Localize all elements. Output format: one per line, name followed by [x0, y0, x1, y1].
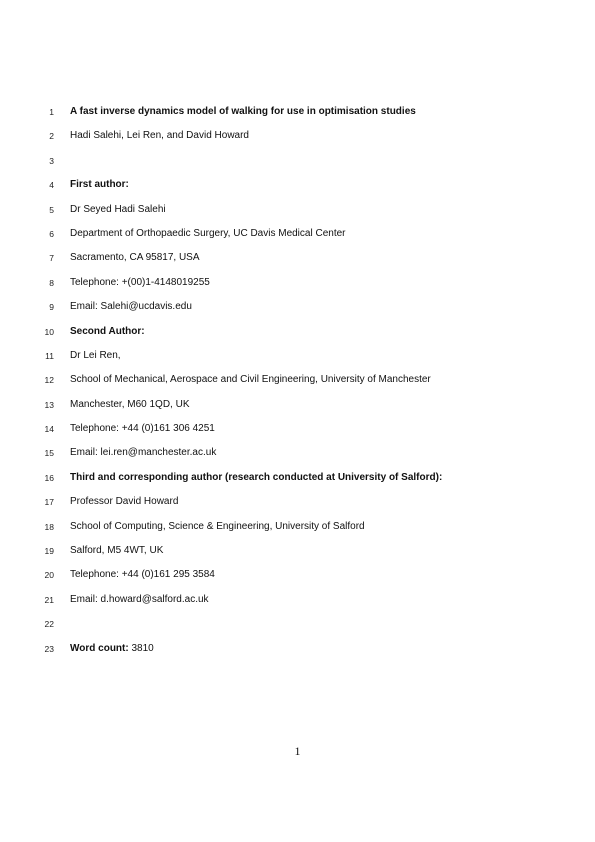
line-body: Telephone: +44 (0)161 306 4251: [70, 423, 215, 435]
manuscript-line: [0, 128, 595, 152]
line-number: 12: [44, 375, 54, 386]
line-number: 5: [49, 204, 54, 215]
line-number: 17: [44, 497, 54, 508]
manuscript-line: [0, 592, 595, 616]
line-number: 19: [44, 546, 54, 557]
line-body: Manchester, M60 1QD, UK: [70, 398, 190, 410]
line-label: Third and corresponding author (research conducted at University of Salford):: [70, 471, 443, 483]
line-text: [70, 299, 192, 315]
line-body: Telephone: +44 (0)161 295 3584: [70, 569, 215, 581]
line-body: Department of Orthopaedic Surgery, UC Davis Medical Center: [70, 227, 346, 239]
line-number: 22: [44, 619, 54, 630]
line-text: [70, 202, 166, 218]
manuscript-line: [0, 177, 595, 201]
line-text: [70, 128, 249, 144]
line-text: [70, 275, 210, 291]
manuscript-line: [0, 494, 595, 518]
line-body: Email: lei.ren@manchester.ac.uk: [70, 447, 217, 459]
line-text: [70, 567, 215, 583]
line-body: 3810: [128, 642, 154, 654]
line-body: Dr Lei Ren,: [70, 349, 121, 361]
line-body: Hadi Salehi, Lei Ren, and David Howard: [70, 130, 249, 142]
manuscript-line: [0, 397, 595, 421]
line-number: 20: [44, 570, 54, 581]
line-body: Email: d.howard@salford.ac.uk: [70, 593, 209, 605]
line-number: 2: [49, 131, 54, 142]
manuscript-line: [0, 226, 595, 250]
line-number: 16: [44, 472, 54, 483]
line-number: 11: [45, 350, 54, 361]
manuscript-line: [0, 324, 595, 348]
manuscript-line: [0, 616, 595, 640]
line-number: 10: [44, 326, 54, 337]
manuscript-line: [0, 543, 595, 567]
line-number: 23: [44, 643, 54, 654]
page-number: 1: [294, 744, 301, 758]
manuscript-line: [0, 202, 595, 226]
line-text: [70, 470, 442, 486]
line-number: 1: [49, 107, 54, 117]
manuscript-line: [0, 372, 595, 396]
line-number: 9: [49, 302, 54, 313]
line-text: [70, 250, 200, 266]
line-text: [70, 226, 345, 242]
title-page-lines: [0, 104, 595, 665]
line-text: [70, 445, 216, 461]
line-number: 13: [44, 399, 54, 410]
line-number: 6: [49, 228, 54, 239]
line-text: [70, 494, 178, 510]
line-number: 8: [49, 277, 54, 288]
line-body: Salford, M5 4WT, UK: [70, 545, 164, 557]
line-text: [70, 177, 129, 193]
line-body: School of Computing, Science & Engineering, University of Salford: [70, 520, 365, 532]
line-number: 7: [49, 253, 54, 264]
manuscript-line: [0, 470, 595, 494]
manuscript-line: [0, 104, 595, 128]
manuscript-line: [0, 299, 595, 323]
line-text: [70, 421, 215, 437]
line-body: Sacramento, CA 95817, USA: [70, 252, 200, 264]
line-text: [70, 372, 431, 388]
line-label: Word count:: [70, 642, 129, 654]
manuscript-line: [0, 519, 595, 543]
line-body: Professor David Howard: [70, 496, 179, 508]
manuscript-line: [0, 421, 595, 445]
line-body: Telephone: +(00)1-4148019255: [70, 276, 210, 288]
manuscript-line: [0, 153, 595, 177]
line-text: [70, 397, 190, 413]
manuscript-line: [0, 641, 595, 665]
line-body: Email: Salehi@ucdavis.edu: [70, 301, 192, 313]
line-number: 18: [44, 521, 54, 532]
line-number: 21: [44, 594, 54, 605]
line-body: School of Mechanical, Aerospace and Civil Engineering, University of Manchester: [70, 374, 431, 386]
manuscript-line: [0, 348, 595, 372]
line-text: [70, 543, 163, 559]
line-number: 15: [44, 448, 54, 459]
line-text: [70, 348, 121, 364]
manuscript-line: [0, 275, 595, 299]
line-number: 3: [49, 155, 54, 166]
line-text: [70, 104, 416, 120]
line-label: Second Author:: [70, 325, 145, 337]
line-label: A fast inverse dynamics model of walking for use in optimisation studies: [70, 106, 416, 117]
line-text: [70, 641, 154, 657]
manuscript-line: [0, 567, 595, 591]
line-number: 14: [44, 424, 54, 435]
line-number: 4: [49, 180, 54, 191]
line-body: Dr Seyed Hadi Salehi: [70, 203, 166, 215]
line-label: First author:: [70, 179, 129, 191]
manuscript-line: [0, 445, 595, 469]
manuscript-line: [0, 250, 595, 274]
line-text: [70, 324, 145, 340]
line-text: [70, 519, 365, 535]
line-text: [70, 592, 209, 608]
